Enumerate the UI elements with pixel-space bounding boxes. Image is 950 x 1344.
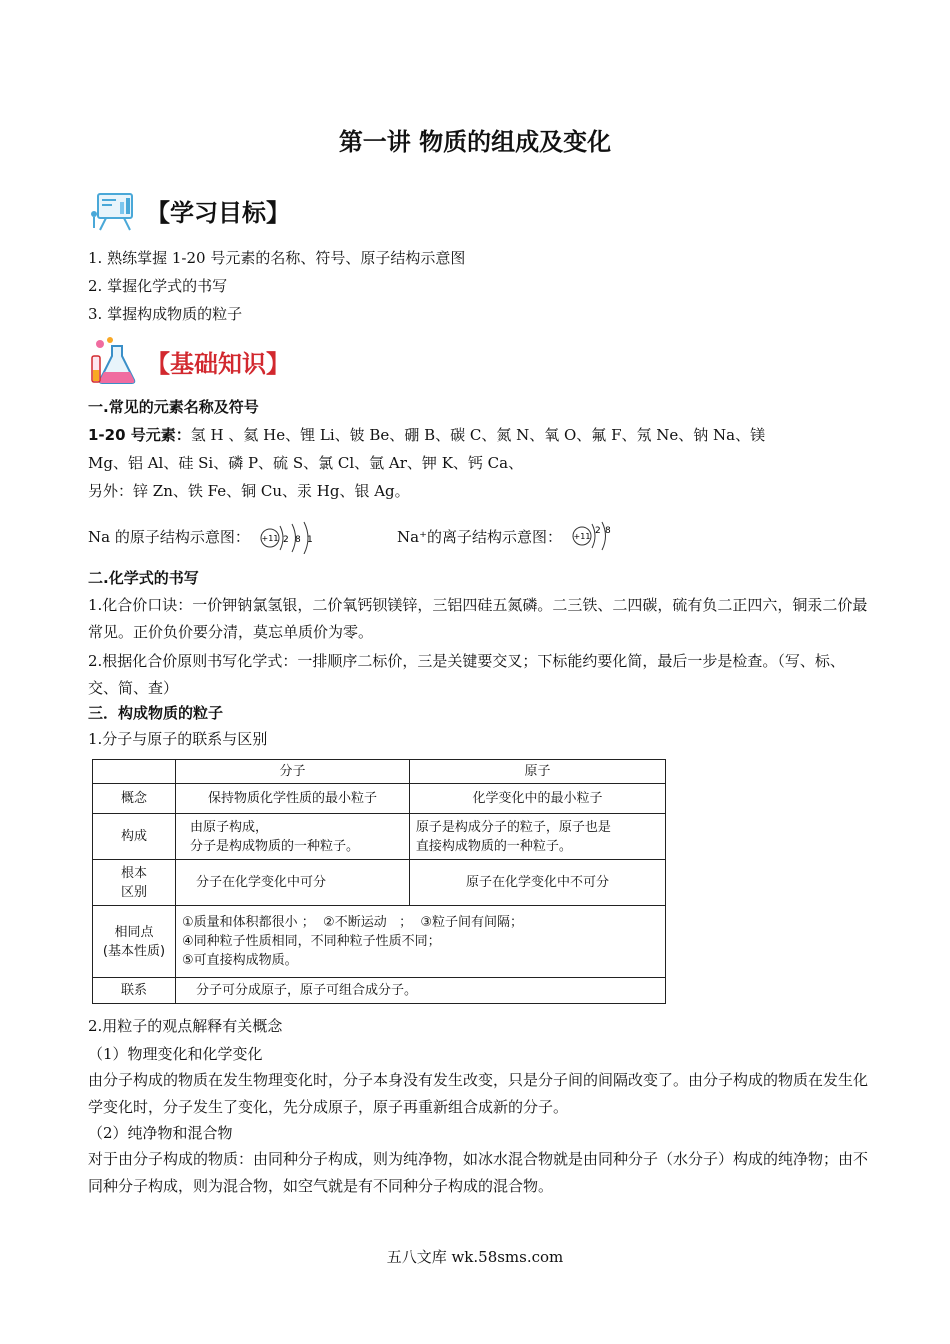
elements-list-1: 氢 H 、氦 He、锂 Li、铍 Be、硼 B、碳 C、氮 N、氧 O、氟 F、氖 Ne、钠 Na、镁 — [190, 426, 766, 444]
table-row — [93, 906, 666, 978]
table-row — [93, 814, 666, 860]
row-header-compose: 构成 — [93, 814, 176, 860]
section-heading-label: 【基础知识】 — [146, 349, 290, 378]
table-cell: 分子在化学变化中可分 — [176, 860, 410, 906]
cell-line: 直接构成物质的一种粒子。 — [415, 838, 572, 854]
subheading-particle-view: 2.用粒子的观点解释有关概念 — [88, 1017, 283, 1035]
na-atom-diagram-row — [88, 518, 326, 554]
flask-icon — [90, 336, 142, 386]
row-header-concept: 概念 — [93, 784, 176, 814]
section-heading-learning-goals — [90, 188, 290, 232]
part2-heading: 二.化学式的书写 — [88, 569, 199, 587]
table-cell — [176, 906, 666, 978]
subheading-molecule-atom: 1.分子与原子的联系与区别 — [88, 730, 268, 748]
na-atom-shell-3: 1 — [306, 535, 313, 545]
table-cell: 原子在化学变化中不可分 — [409, 860, 665, 906]
elements-line-3: 另外：锌 Zn、铁 Fe、铜 Cu、汞 Hg、银 Ag。 — [88, 482, 410, 500]
na-ion-structure-diagram — [568, 518, 624, 554]
page-footer: 五八文库 wk.58sms.com — [386, 1248, 564, 1266]
table-cell — [409, 814, 665, 860]
cell-line: 相同点 — [114, 924, 154, 940]
goal-item-2: 2. 掌握化学式的书写 — [88, 277, 228, 295]
table-row — [93, 760, 666, 784]
cell-line: ④同种粒子性质相同，不同种粒子性质不同； — [182, 934, 441, 949]
table-cell — [176, 814, 410, 860]
row-header-difference — [93, 860, 176, 906]
pure-mixture-paragraph: 对于由分子构成的物质：由同种分子构成，则为纯净物，如冰水混合物就是由同种分子（水分子）构成的纯净物；由不同种分子构成，则为混合物，如空气就是有不同种分子构成的混合物。 — [88, 1150, 869, 1195]
table-cell: 分子可分成原子，原子可组合成分子。 — [176, 978, 666, 1004]
section-heading-label: 【学习目标】 — [146, 198, 290, 227]
elements-line-2: Mg、铝 Al、硅 Si、磷 P、硫 S、氯 Cl、氩 Ar、钾 K、钙 Ca、 — [88, 454, 524, 472]
cell-line: 区别 — [120, 884, 147, 900]
part1-heading: 一.常见的元素名称及符号 — [88, 398, 259, 416]
valence-rhyme-paragraph: 1.化合价口诀：一价钾钠氯氢银，二价氧钙钡镁锌，三铝四硅五氮磷。二三铁、二四碳，硫有负二正四六，铜汞二价最常见。正价负价要分清，莫忘单质价为零。 — [88, 596, 868, 641]
physical-chemical-paragraph: 由分子构成的物质在发生物理变化时，分子本身没有发生改变，只是分子间的间隔改变了。由分子构成的物质在发生化学变化时，分子发生了变化，先分成原子，原子再重新组合成新的分子。 — [88, 1071, 869, 1116]
table-cell: 保持物质化学性质的最小粒子 — [176, 784, 410, 814]
na-ion-shell-2: 8 — [605, 526, 611, 536]
cell-line: ⑤可直接构成物质。 — [182, 953, 298, 968]
table-header-atom: 原子 — [409, 760, 665, 784]
cell-line: (基本性质) — [102, 943, 166, 959]
na-atom-structure-diagram — [256, 518, 326, 554]
na-atom-shell-1: 2 — [282, 535, 289, 545]
table-header-molecule: 分子 — [176, 760, 410, 784]
cell-line: 根本 — [120, 865, 147, 881]
goal-item-3: 3. 掌握构成物质的粒子 — [88, 305, 243, 323]
cell-line: 由原子构成， — [190, 819, 269, 835]
table-row — [93, 860, 666, 906]
subheading-physical-chemical: （1）物理变化和化学变化 — [88, 1045, 263, 1063]
na-ion-nucleus: +11 — [573, 532, 591, 541]
cell-line: ①质量和体积都很小 ； ②不断运动 ； ③粒子间有间隔； — [182, 915, 524, 930]
molecule-atom-comparison-table — [92, 759, 666, 1004]
na-ion-diagram-row — [397, 518, 624, 554]
section-heading-basic-knowledge — [90, 336, 290, 386]
cell-line: 原子是构成分子的粒子，原子也是 — [415, 819, 611, 835]
elements-line-1 — [88, 425, 765, 445]
table-row — [93, 784, 666, 814]
na-atom-shell-2: 8 — [294, 535, 301, 545]
elements-lead: 1-20 号元素： — [88, 426, 191, 444]
goal-item-1: 1. 熟练掌握 1-20 号元素的名称、符号、原子结构示意图 — [88, 249, 466, 267]
row-header-link: 联系 — [93, 978, 176, 1004]
na-ion-shell-1: 2 — [595, 526, 601, 536]
row-header-similarity — [93, 906, 176, 978]
na-ion-label: Na⁺的离子结构示意图： — [397, 527, 562, 546]
na-atom-nucleus: +11 — [261, 534, 279, 543]
formula-writing-paragraph: 2.根据化合价原则书写化学式：一排顺序二标价，三是关键要交叉；下标能约要化简，最后一步是检查。（写、标、交、简、查） — [88, 652, 845, 697]
subheading-pure-mixture: （2）纯净物和混合物 — [88, 1124, 233, 1142]
page-title: 第一讲 物质的组成及变化 — [338, 128, 612, 156]
na-atom-label: Na 的原子结构示意图： — [88, 527, 250, 546]
table-corner-cell — [93, 760, 176, 784]
presentation-board-icon — [90, 188, 142, 232]
cell-line: 分子是构成物质的一种粒子。 — [190, 838, 360, 854]
table-row — [93, 978, 666, 1004]
part3-heading: 三．构成物质的粒子 — [88, 704, 224, 722]
table-cell: 化学变化中的最小粒子 — [409, 784, 665, 814]
